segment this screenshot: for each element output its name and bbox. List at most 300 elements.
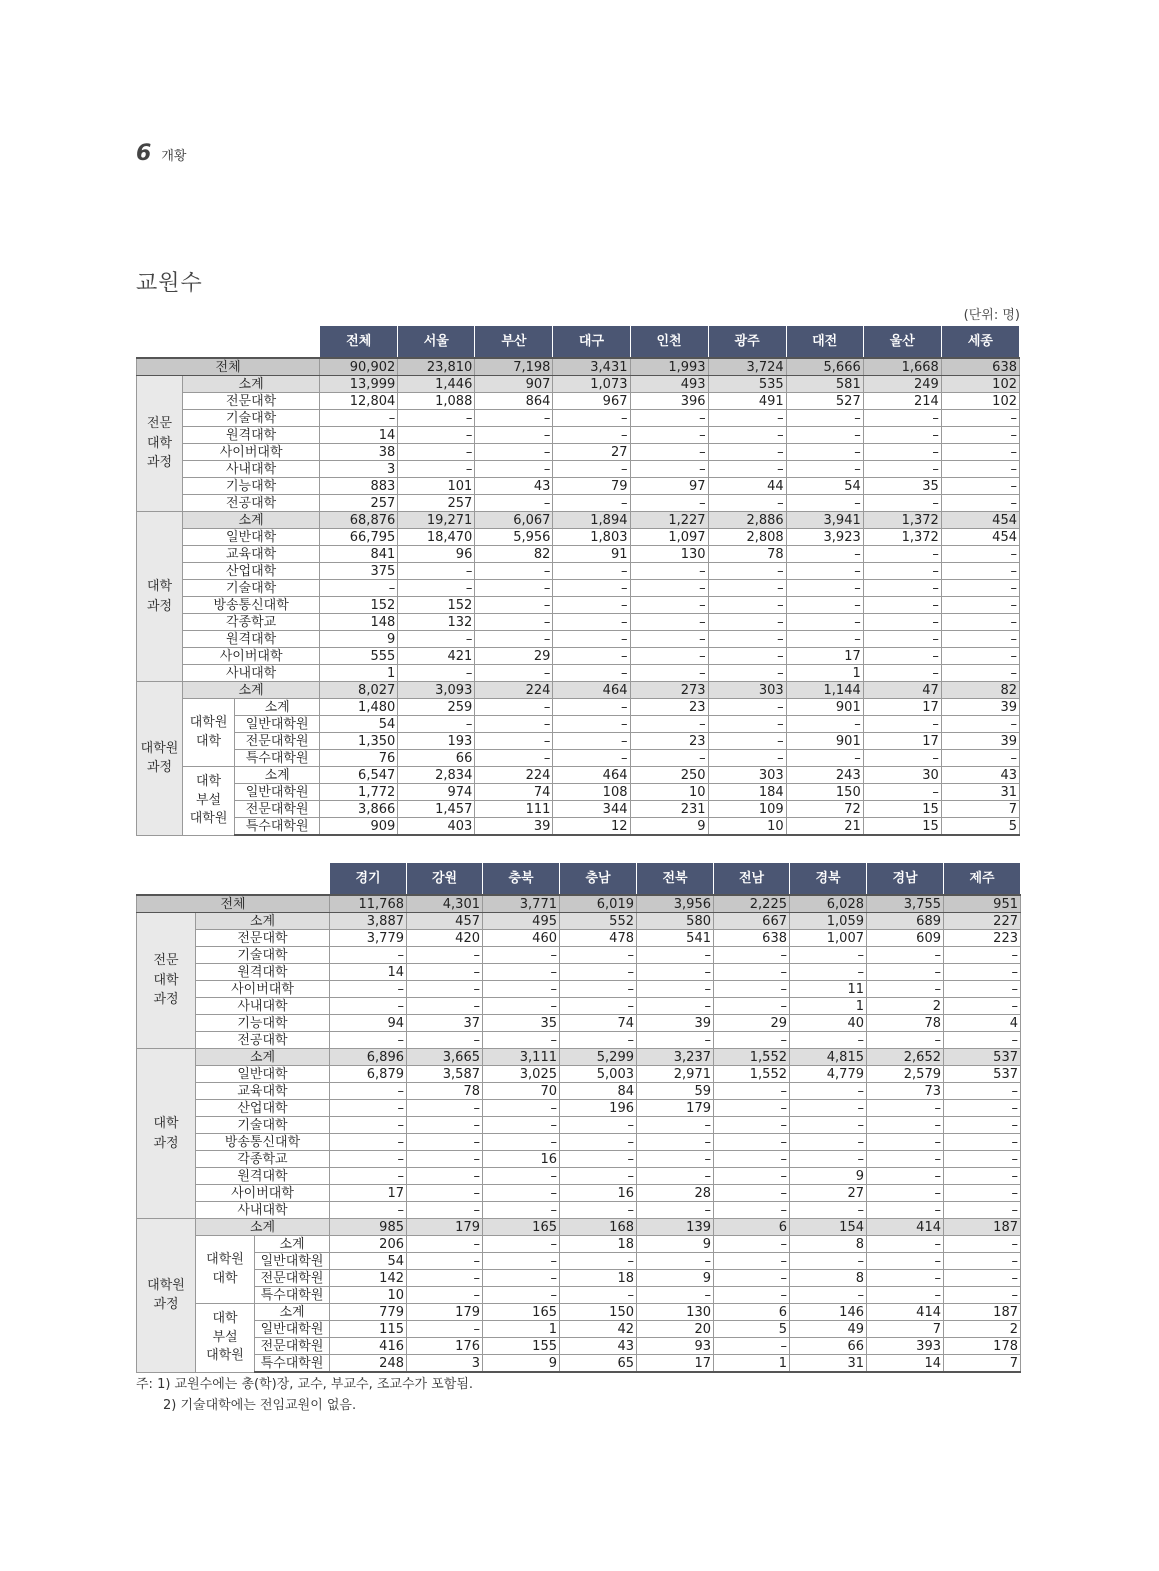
table-cell: – xyxy=(475,461,553,478)
row-label: 특수대학원 xyxy=(255,1287,330,1304)
table-cell: – xyxy=(790,964,867,981)
table-cell: – xyxy=(714,1236,790,1253)
table-cell: – xyxy=(941,410,1019,427)
table-cell: – xyxy=(320,580,398,597)
table-cell: 581 xyxy=(786,376,863,393)
table-cell: – xyxy=(714,1287,790,1304)
table-cell: 1,073 xyxy=(553,376,630,393)
table-cell: – xyxy=(863,597,941,614)
table-row xyxy=(137,1321,1021,1338)
table-cell: – xyxy=(714,998,790,1015)
table-cell: – xyxy=(637,1253,714,1270)
table-row xyxy=(137,733,1020,750)
column-header: 대전 xyxy=(786,326,863,359)
table-cell: 78 xyxy=(708,546,786,563)
table-cell: 250 xyxy=(630,767,708,784)
table-cell: – xyxy=(483,964,560,981)
table-cell: – xyxy=(553,495,630,512)
table-cell: 6 xyxy=(714,1219,790,1236)
table-cell: 527 xyxy=(786,393,863,410)
table-cell: – xyxy=(786,444,863,461)
table-cell: 901 xyxy=(786,733,863,750)
table-cell: – xyxy=(407,947,483,964)
table-cell: 393 xyxy=(867,1338,944,1355)
table-cell: – xyxy=(630,427,708,444)
table-cell: – xyxy=(944,1236,1021,1253)
table-cell: – xyxy=(475,699,553,716)
table-cell: 17 xyxy=(637,1355,714,1373)
footnote-1: 주: 1) 교원수에는 총(학)장, 교수, 부교수, 조교수가 포함됨. xyxy=(136,1377,474,1392)
row-label: 일반대학 xyxy=(183,529,320,546)
table-cell: – xyxy=(630,648,708,665)
table-row xyxy=(137,1066,1021,1083)
table-cell: 130 xyxy=(637,1304,714,1321)
table-cell: 179 xyxy=(637,1100,714,1117)
table-cell: – xyxy=(790,1100,867,1117)
table-cell: 1,668 xyxy=(863,358,941,376)
table-cell: 1,144 xyxy=(786,682,863,699)
row-label: 전문대학 xyxy=(183,393,320,410)
table-cell: 78 xyxy=(867,1015,944,1032)
row-label: 전문대학원 xyxy=(235,733,320,750)
table-row xyxy=(137,478,1020,495)
table-row xyxy=(137,580,1020,597)
table-row xyxy=(137,1083,1021,1100)
table-cell: 6,028 xyxy=(790,895,867,913)
table-cell: 2,652 xyxy=(867,1049,944,1066)
table-cell: 78 xyxy=(407,1083,483,1100)
table-row xyxy=(137,716,1020,733)
table-cell: 19,271 xyxy=(398,512,475,529)
column-header: 전북 xyxy=(637,863,714,896)
row-label: 교육대학 xyxy=(196,1083,330,1100)
table-cell: 97 xyxy=(630,478,708,495)
table-cell: – xyxy=(944,1253,1021,1270)
column-header: 제주 xyxy=(944,863,1021,896)
table-cell: – xyxy=(714,1253,790,1270)
table-cell: 421 xyxy=(398,648,475,665)
table-cell: 154 xyxy=(790,1219,867,1236)
table-cell: – xyxy=(944,1100,1021,1117)
table-cell: – xyxy=(398,580,475,597)
row-label: 원격대학 xyxy=(183,427,320,444)
row-label: 기술대학 xyxy=(183,580,320,597)
table-cell: 178 xyxy=(944,1338,1021,1355)
table-cell: – xyxy=(863,750,941,767)
table-row xyxy=(137,529,1020,546)
table-cell: 17 xyxy=(863,699,941,716)
table-cell: 460 xyxy=(483,930,560,947)
table-cell: – xyxy=(941,750,1019,767)
category-label: 전문 대학 과정 xyxy=(137,376,183,512)
table-row xyxy=(137,1134,1021,1151)
table-cell: 464 xyxy=(553,682,630,699)
row-label: 기술대학 xyxy=(196,947,330,964)
table-cell: – xyxy=(941,716,1019,733)
table-cell: 4,815 xyxy=(790,1049,867,1066)
table-cell: 491 xyxy=(708,393,786,410)
table-cell: – xyxy=(553,597,630,614)
table-cell: 535 xyxy=(708,376,786,393)
table-cell: – xyxy=(630,716,708,733)
table-cell: 541 xyxy=(637,930,714,947)
table-cell: – xyxy=(708,614,786,631)
table-cell: – xyxy=(714,1270,790,1287)
table-cell: – xyxy=(714,1338,790,1355)
table-cell: 1,552 xyxy=(714,1066,790,1083)
table-cell: 37 xyxy=(407,1015,483,1032)
table-cell: – xyxy=(475,427,553,444)
row-label: 소계 xyxy=(196,1049,330,1066)
table-cell: 23,810 xyxy=(398,358,475,376)
table-cell: – xyxy=(714,947,790,964)
table-cell: – xyxy=(944,1185,1021,1202)
table-cell: 403 xyxy=(398,818,475,836)
table-cell: 54 xyxy=(786,478,863,495)
table-cell: – xyxy=(475,614,553,631)
table-cell: 3,237 xyxy=(637,1049,714,1066)
table-cell: 214 xyxy=(863,393,941,410)
table-cell: 72 xyxy=(786,801,863,818)
table-cell: – xyxy=(944,1202,1021,1219)
table-cell: – xyxy=(944,1117,1021,1134)
table-row xyxy=(137,1304,1021,1321)
row-label: 사이버대학 xyxy=(183,648,320,665)
table-cell: 20 xyxy=(637,1321,714,1338)
table-cell: – xyxy=(863,631,941,648)
table-cell: 2,579 xyxy=(867,1066,944,1083)
table-cell: 303 xyxy=(708,767,786,784)
table-cell: – xyxy=(863,495,941,512)
table-cell: 2,808 xyxy=(708,529,786,546)
table-cell: 2,886 xyxy=(708,512,786,529)
table-cell: 9 xyxy=(320,631,398,648)
table-cell: – xyxy=(398,444,475,461)
table-cell: 375 xyxy=(320,563,398,580)
table-cell: – xyxy=(398,716,475,733)
table-cell: – xyxy=(475,665,553,682)
table-cell: 907 xyxy=(475,376,553,393)
row-label: 전문대학 xyxy=(196,930,330,947)
table-cell: 8,027 xyxy=(320,682,398,699)
table-cell: 1,457 xyxy=(398,801,475,818)
table-cell: 537 xyxy=(944,1066,1021,1083)
table-cell: – xyxy=(867,1168,944,1185)
table-cell: – xyxy=(560,998,637,1015)
table-cell: – xyxy=(560,1202,637,1219)
table-cell: – xyxy=(863,648,941,665)
header-blank xyxy=(137,863,330,896)
table-cell: – xyxy=(786,614,863,631)
table-cell: 74 xyxy=(475,784,553,801)
table-cell: – xyxy=(398,410,475,427)
table-cell: – xyxy=(553,665,630,682)
table-cell: 1,480 xyxy=(320,699,398,716)
table-cell: – xyxy=(398,427,475,444)
table-cell: 16 xyxy=(560,1185,637,1202)
table-cell: – xyxy=(863,427,941,444)
table-row xyxy=(137,614,1020,631)
table-cell: – xyxy=(330,1117,407,1134)
table-cell: – xyxy=(786,563,863,580)
table-cell: – xyxy=(867,1117,944,1134)
table-cell: 478 xyxy=(560,930,637,947)
table-cell: – xyxy=(637,1168,714,1185)
table-cell: 146 xyxy=(790,1304,867,1321)
row-label: 방송통신대학 xyxy=(183,597,320,614)
column-header: 충남 xyxy=(560,863,637,896)
table-cell: – xyxy=(708,648,786,665)
table-cell: 464 xyxy=(553,767,630,784)
table-cell: 3 xyxy=(407,1355,483,1373)
table-cell: – xyxy=(708,580,786,597)
table-cell: 2 xyxy=(944,1321,1021,1338)
category-label: 대학원 과정 xyxy=(137,682,183,836)
table-cell: 974 xyxy=(398,784,475,801)
row-label: 소계 xyxy=(235,699,320,716)
row-label: 소계 xyxy=(183,376,320,393)
table-row xyxy=(137,563,1020,580)
table-cell: – xyxy=(637,947,714,964)
table-cell: – xyxy=(708,461,786,478)
table-cell: 196 xyxy=(560,1100,637,1117)
table-cell: 3,956 xyxy=(637,895,714,913)
table-cell: 1,350 xyxy=(320,733,398,750)
table-cell: – xyxy=(553,631,630,648)
table-cell: 414 xyxy=(867,1304,944,1321)
table-cell: 454 xyxy=(941,512,1019,529)
table-row xyxy=(137,1253,1021,1270)
table-cell: 35 xyxy=(483,1015,560,1032)
table-cell: 580 xyxy=(637,913,714,930)
column-header: 경북 xyxy=(790,863,867,896)
table-row xyxy=(137,410,1020,427)
table-cell: – xyxy=(941,597,1019,614)
table-cell: 416 xyxy=(330,1338,407,1355)
table-cell: – xyxy=(330,947,407,964)
table-cell: – xyxy=(407,964,483,981)
table-cell: – xyxy=(708,495,786,512)
row-label: 사내대학 xyxy=(183,665,320,682)
row-label: 특수대학원 xyxy=(235,750,320,767)
table-cell: 9 xyxy=(790,1168,867,1185)
table-cell: 3,431 xyxy=(553,358,630,376)
page-number: 6 xyxy=(136,141,152,166)
table-cell: 1,097 xyxy=(630,529,708,546)
table-cell: 4 xyxy=(944,1015,1021,1032)
page-title: 교원수 xyxy=(136,271,203,296)
row-label: 산업대학 xyxy=(196,1100,330,1117)
column-header: 충북 xyxy=(483,863,560,896)
table-cell: 552 xyxy=(560,913,637,930)
table-cell: – xyxy=(708,665,786,682)
table-cell: – xyxy=(483,947,560,964)
table-cell: 3,771 xyxy=(483,895,560,913)
table-cell: 1,088 xyxy=(398,393,475,410)
table-cell: – xyxy=(867,1151,944,1168)
table-cell: – xyxy=(630,597,708,614)
row-label: 원격대학 xyxy=(183,631,320,648)
table-cell: – xyxy=(944,1287,1021,1304)
table-cell: 109 xyxy=(708,801,786,818)
table-cell: 79 xyxy=(553,478,630,495)
table-cell: 223 xyxy=(944,930,1021,947)
table-cell: 39 xyxy=(941,733,1019,750)
table-cell: 7,198 xyxy=(475,358,553,376)
table-cell: 9 xyxy=(630,818,708,836)
table-cell: – xyxy=(708,699,786,716)
table-cell: – xyxy=(630,580,708,597)
column-header: 인천 xyxy=(630,326,708,359)
table-cell: – xyxy=(475,750,553,767)
table-cell: 13,999 xyxy=(320,376,398,393)
table-row xyxy=(137,648,1020,665)
row-label: 교육대학 xyxy=(183,546,320,563)
table-cell: 3,111 xyxy=(483,1049,560,1066)
table-row xyxy=(137,750,1020,767)
table-cell: – xyxy=(560,964,637,981)
table-cell: – xyxy=(330,998,407,1015)
table-row xyxy=(137,801,1020,818)
table-cell: – xyxy=(407,1032,483,1049)
table-cell: – xyxy=(483,1253,560,1270)
table-cell: 2,971 xyxy=(637,1066,714,1083)
table-row xyxy=(137,818,1020,836)
table-cell: – xyxy=(790,1202,867,1219)
table-cell: – xyxy=(863,546,941,563)
table-row xyxy=(137,947,1021,964)
table-cell: 273 xyxy=(630,682,708,699)
table-cell: 187 xyxy=(944,1304,1021,1321)
table-cell: 1,372 xyxy=(863,529,941,546)
table-row xyxy=(137,784,1020,801)
table-cell: 2 xyxy=(867,998,944,1015)
table-cell: 967 xyxy=(553,393,630,410)
table-cell: 10 xyxy=(330,1287,407,1304)
table-cell: – xyxy=(867,947,944,964)
table-row xyxy=(137,1049,1021,1066)
table-cell: – xyxy=(867,964,944,981)
row-label: 기능대학 xyxy=(196,1015,330,1032)
table-cell: – xyxy=(553,699,630,716)
table-cell: – xyxy=(941,648,1019,665)
table-cell: – xyxy=(407,1236,483,1253)
table-cell: – xyxy=(714,1032,790,1049)
table-cell: – xyxy=(637,998,714,1015)
table-cell: 17 xyxy=(863,733,941,750)
table-cell: 3,025 xyxy=(483,1066,560,1083)
table-row xyxy=(137,376,1020,393)
header-blank xyxy=(137,326,320,359)
table-cell: – xyxy=(786,750,863,767)
table-cell: 3,941 xyxy=(786,512,863,529)
table-cell: 3 xyxy=(320,461,398,478)
table-cell: 1,227 xyxy=(630,512,708,529)
table-cell: 841 xyxy=(320,546,398,563)
table-cell: 165 xyxy=(483,1304,560,1321)
table-cell: – xyxy=(483,998,560,1015)
table-cell: 12 xyxy=(553,818,630,836)
table-cell: 31 xyxy=(941,784,1019,801)
subcategory-label: 대학원 대학 xyxy=(196,1236,255,1304)
table-cell: – xyxy=(863,665,941,682)
table-cell: 96 xyxy=(398,546,475,563)
table-cell: – xyxy=(708,716,786,733)
table-cell: – xyxy=(637,1202,714,1219)
table-cell: – xyxy=(786,427,863,444)
row-label: 전문대학원 xyxy=(235,801,320,818)
table-cell: 3,779 xyxy=(330,930,407,947)
row-label: 특수대학원 xyxy=(255,1355,330,1373)
table-cell: 27 xyxy=(790,1185,867,1202)
column-header: 울산 xyxy=(863,326,941,359)
table-cell: – xyxy=(407,1151,483,1168)
table-cell: 9 xyxy=(483,1355,560,1373)
table-row xyxy=(137,1287,1021,1304)
table-cell: 414 xyxy=(867,1219,944,1236)
table-row xyxy=(137,1185,1021,1202)
table-row xyxy=(137,1355,1021,1373)
table-cell: – xyxy=(483,1236,560,1253)
table-cell: – xyxy=(714,1134,790,1151)
row-label: 산업대학 xyxy=(183,563,320,580)
table-cell: – xyxy=(630,410,708,427)
table-cell: 66 xyxy=(398,750,475,767)
table-row xyxy=(137,895,1021,913)
table-cell: 91 xyxy=(553,546,630,563)
table-cell: 1,059 xyxy=(790,913,867,930)
table-cell: – xyxy=(863,444,941,461)
table-cell: – xyxy=(407,981,483,998)
table-cell: – xyxy=(708,733,786,750)
table-cell: – xyxy=(330,1134,407,1151)
row-label: 전공대학 xyxy=(196,1032,330,1049)
row-label: 원격대학 xyxy=(196,964,330,981)
table-cell: – xyxy=(553,580,630,597)
table-cell: 152 xyxy=(398,597,475,614)
table-cell: 5,956 xyxy=(475,529,553,546)
table-cell: – xyxy=(320,410,398,427)
row-label: 사이버대학 xyxy=(196,1185,330,1202)
table-cell: – xyxy=(786,716,863,733)
table-cell: 187 xyxy=(944,1219,1021,1236)
row-label: 소계 xyxy=(255,1304,330,1321)
table-cell: 44 xyxy=(708,478,786,495)
table-cell: – xyxy=(944,998,1021,1015)
table-cell: 28 xyxy=(637,1185,714,1202)
table-cell: – xyxy=(714,1151,790,1168)
table-cell: – xyxy=(714,1100,790,1117)
table-row xyxy=(137,427,1020,444)
row-label: 전체 xyxy=(137,895,330,913)
table-row xyxy=(137,1236,1021,1253)
subcategory-label: 대학원 대학 xyxy=(183,699,235,767)
table-cell: – xyxy=(863,716,941,733)
table-cell: – xyxy=(941,631,1019,648)
table-cell: – xyxy=(630,563,708,580)
table-row xyxy=(137,767,1020,784)
table-cell: 10 xyxy=(630,784,708,801)
table-cell: – xyxy=(944,1168,1021,1185)
table-cell: – xyxy=(560,981,637,998)
table-cell: 39 xyxy=(637,1015,714,1032)
table-cell: 420 xyxy=(407,930,483,947)
table-cell: 152 xyxy=(320,597,398,614)
table-cell: 227 xyxy=(944,913,1021,930)
column-header: 부산 xyxy=(475,326,553,359)
table-cell: – xyxy=(483,1117,560,1134)
table-cell: – xyxy=(714,964,790,981)
